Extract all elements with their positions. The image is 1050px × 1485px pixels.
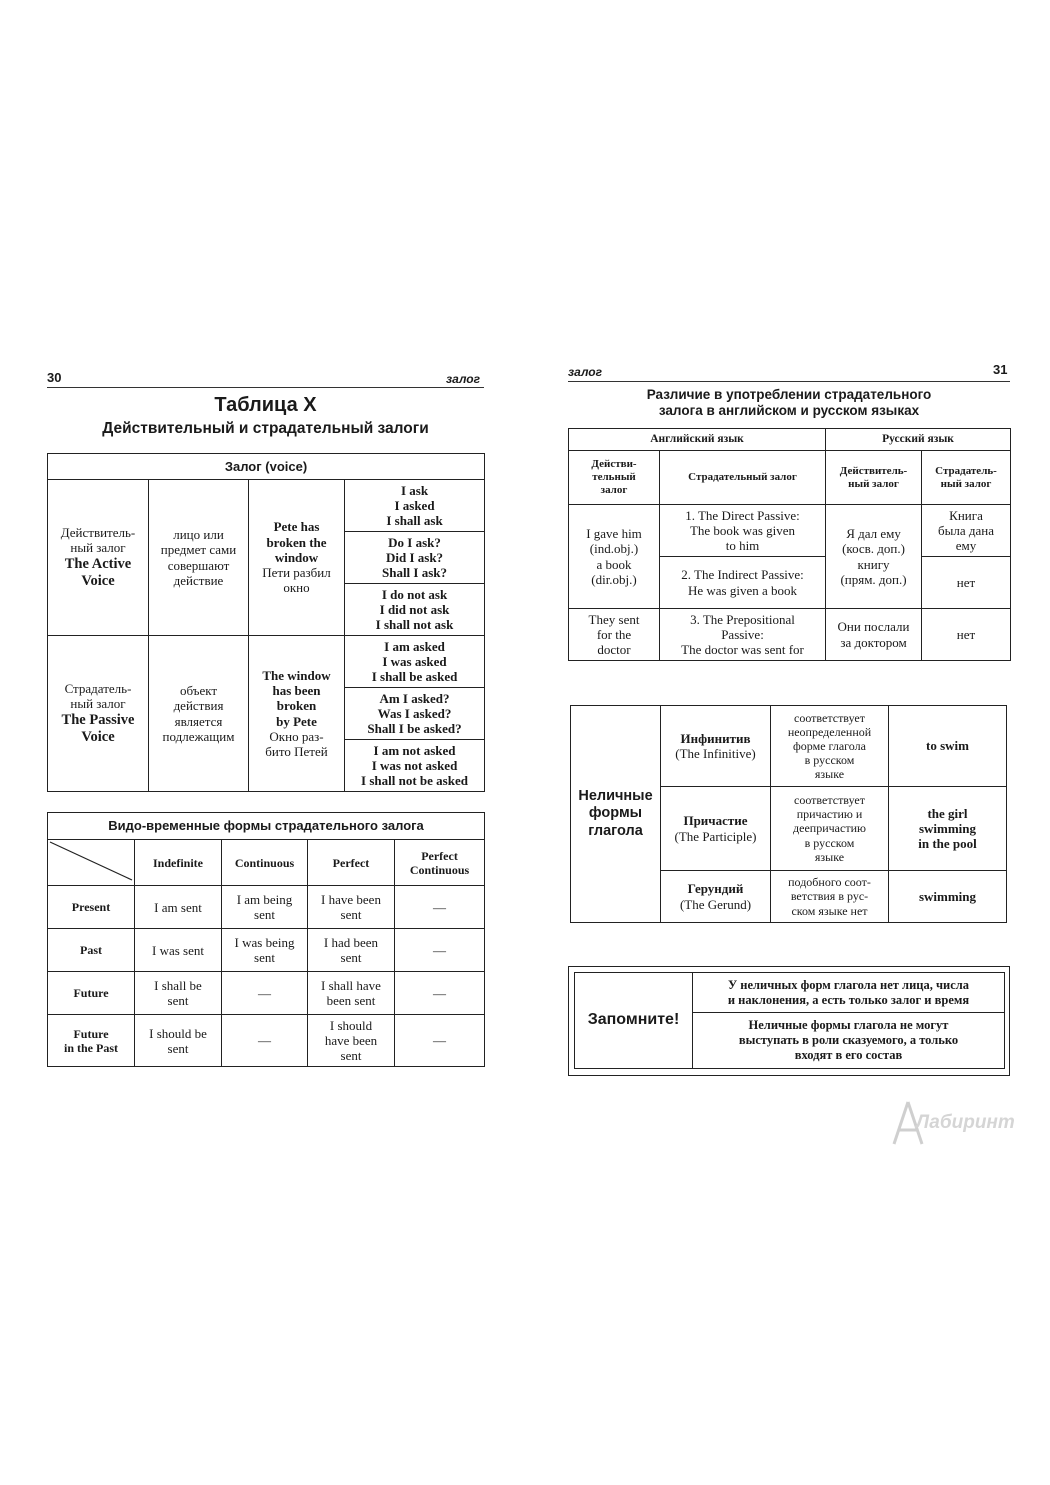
ru-passive-example2: нет xyxy=(922,557,1011,609)
subheader-ru-passive: Страдатель- ный залог xyxy=(922,451,1011,505)
header-english: Английский язык xyxy=(569,429,826,451)
page-number-right: 31 xyxy=(993,362,1008,377)
row-label-future: Future xyxy=(48,972,135,1015)
table-cell: — xyxy=(222,972,308,1015)
table-cell: — xyxy=(395,886,485,929)
passive-voice-example xyxy=(249,636,345,792)
active-voice-name-ru: Действитель- ный залог xyxy=(60,525,136,556)
watermark-text: Лабиринт xyxy=(916,1112,1015,1133)
table-cell: I was sent xyxy=(135,929,222,972)
remember-item: У неличных форм глагола нет лица, числа и наклонения, а есть только залог и время xyxy=(693,973,1005,1013)
table-cell: — xyxy=(395,1015,485,1067)
remember-label: Запомните! xyxy=(575,973,693,1069)
header-rule-right xyxy=(568,381,1010,382)
col-header-perfect: Perfect xyxy=(308,840,395,886)
active-question-forms: Do I ask? Did I ask? Shall I ask? xyxy=(345,532,485,584)
gerund-name-en: (The Gerund) xyxy=(679,896,752,912)
active-voice-name-en: The Active Voice xyxy=(64,555,132,589)
prepositional-passive: 3. The Prepositional Passive: The doctor was sent for xyxy=(660,609,826,661)
tense-table-title: Видо-временные формы страдательного залога xyxy=(48,813,485,840)
tense-table xyxy=(47,812,485,1067)
passive-voice-desc: объект действия является подлежащим xyxy=(149,636,249,792)
subheader-ru-active: Действитель- ный залог xyxy=(826,451,922,505)
infinitive-example: to swim xyxy=(889,706,1007,787)
remember-table xyxy=(574,972,1005,1069)
table-cell: I have been sent xyxy=(308,886,395,929)
diagonal-header-cell xyxy=(48,840,135,886)
example2-active: They sent for the doctor xyxy=(569,609,660,661)
nonfinite-label: Неличные формы глагола xyxy=(571,706,661,923)
passive-example-ru: Окно раз- бито Петей xyxy=(265,728,328,760)
table-cell: I should be sent xyxy=(135,1015,222,1067)
running-head-left: залог xyxy=(446,372,480,386)
table-cell: — xyxy=(222,1015,308,1067)
col-header-perfect-continuous: Perfect Continuous xyxy=(395,840,485,886)
active-example-en: Pete has broken the window xyxy=(266,519,327,565)
participle-name-en: (The Participle) xyxy=(674,828,757,844)
row-label-past: Past xyxy=(48,929,135,972)
diagonal-line xyxy=(48,840,134,882)
indirect-passive: 2. The Indirect Passive: He was given a book xyxy=(660,557,826,609)
voice-table-header: Залог (voice) xyxy=(48,454,485,480)
page-number-left: 30 xyxy=(47,370,62,385)
ru-passive-example3: нет xyxy=(922,609,1011,661)
table-cell: I shall have been sent xyxy=(308,972,395,1015)
ru-active-example2: Они послали за доктором xyxy=(826,609,922,661)
active-affirmative-forms: I ask I asked I shall ask xyxy=(345,480,485,532)
active-voice-desc: лицо или предмет сами совершают действие xyxy=(149,480,249,636)
passive-voice-name-ru: Страдатель- ный залог xyxy=(64,681,132,712)
col-header-indefinite: Indefinite xyxy=(135,840,222,886)
participle-name xyxy=(661,787,771,871)
gerund-desc: подобного соот- ветствия в рус- ском языке нет xyxy=(771,871,889,923)
nonfinite-forms-table xyxy=(570,705,1007,923)
ru-passive-example1: Книга была дана ему xyxy=(922,505,1011,557)
header-rule-left xyxy=(47,387,484,388)
active-voice-example xyxy=(249,480,345,636)
participle-example: the girl swimming in the pool xyxy=(889,787,1007,871)
direct-passive: 1. The Direct Passive: The book was given to him xyxy=(660,505,826,557)
table-cell: — xyxy=(395,929,485,972)
row-label-future-in-past: Future in the Past xyxy=(48,1015,135,1067)
passive-example-en: The window has been broken by Pete xyxy=(262,667,331,729)
infinitive-name-ru: Инфинитив xyxy=(680,730,751,746)
table-cell: I had been sent xyxy=(308,929,395,972)
active-negative-forms: I do not ask I did not ask I shall not ask xyxy=(345,584,485,636)
table-cell: I am being sent xyxy=(222,886,308,929)
table-cell: I am sent xyxy=(135,886,222,929)
passive-question-forms: Am I asked? Was I asked? Shall I be asked? xyxy=(345,688,485,740)
participle-desc: соответствует причастию и деепричастию в русском языке xyxy=(771,787,889,871)
remember-box xyxy=(568,966,1010,1076)
gerund-example: swimming xyxy=(889,871,1007,923)
passive-voice-name xyxy=(48,636,149,792)
watermark-logo xyxy=(888,1098,1038,1148)
table-cell: I should have been sent xyxy=(308,1015,395,1067)
infinitive-name-en: (The Infinitive) xyxy=(675,746,756,761)
infinitive-name xyxy=(661,706,771,787)
page-title: Таблица X xyxy=(214,394,317,416)
active-example-ru: Пети разбил окно xyxy=(262,565,331,596)
gerund-name xyxy=(661,871,771,923)
passive-voice-name-en: The Passive Voice xyxy=(61,711,135,745)
comparison-title: Различие в употреблении страдательного залога в английском и русском языках xyxy=(646,387,932,419)
infinitive-desc: соответствует неопределенной форме глагола в русском языке xyxy=(771,706,889,787)
subheader-en-active: Действи- тельный залог xyxy=(569,451,660,505)
table-cell: I was being sent xyxy=(222,929,308,972)
page-subtitle: Действительный и страдательный залоги xyxy=(102,420,429,437)
row-label-present: Present xyxy=(48,886,135,929)
comparison-table xyxy=(568,428,1011,661)
table-cell: I shall be sent xyxy=(135,972,222,1015)
passive-affirmative-forms: I am asked I was asked I shall be asked xyxy=(345,636,485,688)
header-russian: Русский язык xyxy=(826,429,1011,451)
col-header-continuous: Continuous xyxy=(222,840,308,886)
remember-item: Неличные формы глагола не могут выступать в роли сказуемого, а только входят в его состав xyxy=(693,1013,1005,1069)
passive-negative-forms: I am not asked I was not asked I shall not be asked xyxy=(345,740,485,792)
example1-active: I gave him (ind.obj.) a book (dir.obj.) xyxy=(569,505,660,609)
participle-name-ru: Причастие xyxy=(683,813,748,829)
voice-table xyxy=(47,453,485,792)
table-cell: — xyxy=(395,972,485,1015)
ru-active-example1: Я дал ему (косв. доп.) книгу (прям. доп.) xyxy=(826,505,922,609)
gerund-name-ru: Герундий xyxy=(687,881,744,897)
running-head-right: залог xyxy=(568,365,602,379)
subheader-en-passive: Страдательный залог xyxy=(660,451,826,505)
active-voice-name xyxy=(48,480,149,636)
